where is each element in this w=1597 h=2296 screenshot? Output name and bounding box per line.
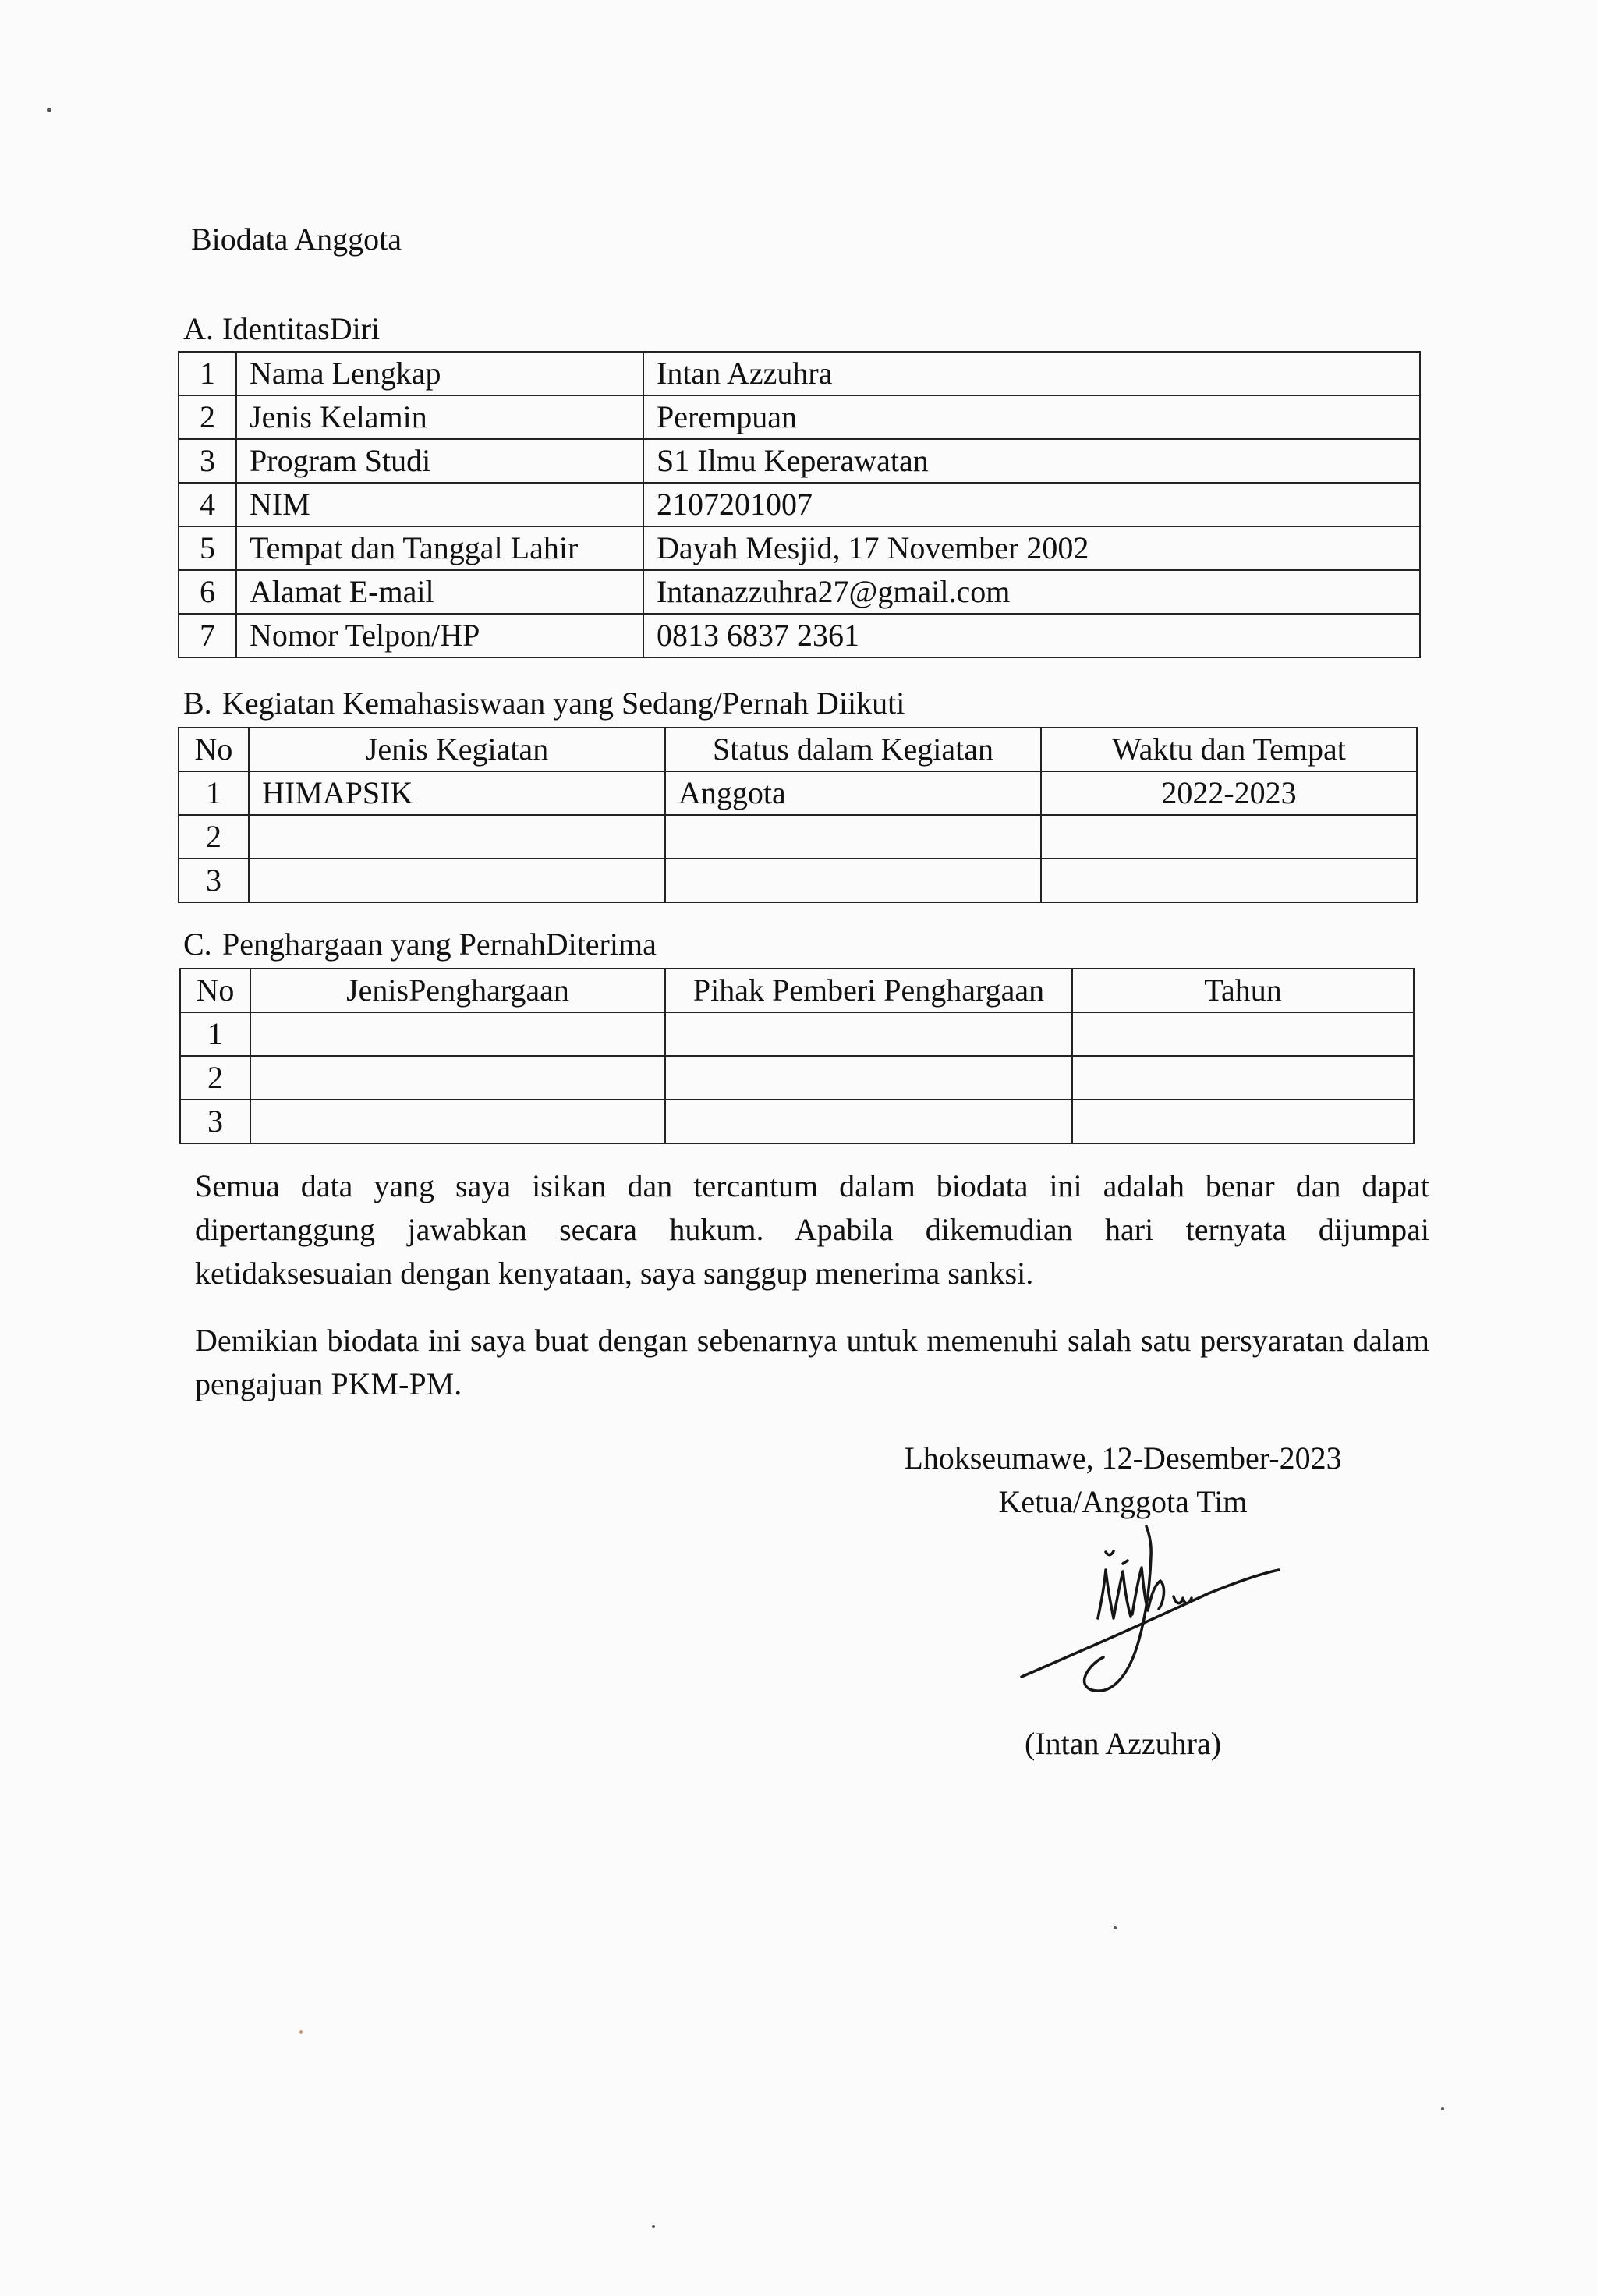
column-header: Waktu dan Tempat (1041, 728, 1417, 771)
row-number: 1 (179, 771, 249, 815)
scan-speck (652, 2225, 655, 2228)
identity-label: Nama Lengkap (236, 352, 643, 395)
column-header: Jenis Kegiatan (249, 728, 665, 771)
table-row (179, 859, 1417, 902)
identity-value: Intanazzuhra27@gmail.com (643, 570, 1420, 614)
signer-role: Ketua/Anggota Tim (998, 1484, 1248, 1519)
identity-value: Intan Azzuhra (643, 352, 1420, 395)
activity-time-place (1041, 859, 1417, 902)
row-number: 2 (180, 1056, 250, 1100)
award-giver (665, 1012, 1072, 1056)
row-number: 3 (180, 1100, 250, 1143)
table-row (179, 439, 1420, 483)
activity-status (665, 815, 1041, 859)
table-row (179, 570, 1420, 614)
identity-value: Perempuan (643, 395, 1420, 439)
activities-table (178, 727, 1418, 903)
activity-status (665, 859, 1041, 902)
closing-paragraph: Demikian biodata ini saya buat dengan sebenarnya untuk memenuhi salah satu persyaratan dalam pengajuan PKM-PM. (195, 1323, 1429, 1401)
row-number: 2 (179, 815, 249, 859)
column-header: JenisPenghargaan (250, 969, 665, 1012)
column-header: Pihak Pemberi Penghargaan (665, 969, 1072, 1012)
section-b-letter: B. (183, 686, 212, 721)
identity-value: 2107201007 (643, 483, 1420, 526)
table-row (179, 614, 1420, 657)
section-c-title: Penghargaan yang PernahDiterima (222, 927, 657, 962)
section-c-heading (183, 926, 657, 962)
award-type (250, 1056, 665, 1100)
table-header-row (179, 728, 1417, 771)
row-number: 2 (179, 395, 236, 439)
identity-label: Tempat dan Tanggal Lahir (236, 526, 643, 570)
section-b-title: Kegiatan Kemahasiswaan yang Sedang/Pernah Diikuti (222, 686, 905, 721)
activity-type: HIMAPSIK (249, 771, 665, 815)
activity-time-place (1041, 815, 1417, 859)
identity-label: Jenis Kelamin (236, 395, 643, 439)
table-row (179, 395, 1420, 439)
activity-status: Anggota (665, 771, 1041, 815)
signer-name: (Intan Azzuhra) (1024, 1726, 1222, 1761)
award-giver (665, 1100, 1072, 1143)
award-year (1072, 1056, 1414, 1100)
column-header: Status dalam Kegiatan (665, 728, 1041, 771)
identity-label: Alamat E-mail (236, 570, 643, 614)
column-header: Tahun (1072, 969, 1414, 1012)
identity-value: 0813 6837 2361 (643, 614, 1420, 657)
table-row (179, 771, 1417, 815)
document-title: Biodata Anggota (191, 221, 402, 257)
handwritten-signature (1014, 1509, 1294, 1704)
section-a-letter: A. (183, 311, 214, 346)
section-a-title: IdentitasDiri (222, 311, 381, 346)
award-year (1072, 1012, 1414, 1056)
award-giver (665, 1056, 1072, 1100)
row-number: 7 (179, 614, 236, 657)
row-number: 4 (179, 483, 236, 526)
column-header: No (179, 728, 249, 771)
table-header-row (180, 969, 1414, 1012)
scan-speck (299, 2030, 303, 2034)
place-date: Lhokseumawe, 12-Desember-2023 (904, 1440, 1342, 1476)
identity-value: S1 Ilmu Keperawatan (643, 439, 1420, 483)
section-a-heading (183, 310, 380, 347)
award-type (250, 1012, 665, 1056)
table-row (179, 815, 1417, 859)
scan-speck (1441, 2107, 1444, 2110)
scan-speck (1114, 1926, 1117, 1929)
row-number: 3 (179, 859, 249, 902)
identity-value: Dayah Mesjid, 17 November 2002 (643, 526, 1420, 570)
row-number: 5 (179, 526, 236, 570)
scan-speck (47, 108, 51, 112)
signer-name-block (889, 1722, 1357, 1766)
identity-label: NIM (236, 483, 643, 526)
identity-table (178, 351, 1421, 658)
activity-type (249, 815, 665, 859)
row-number: 1 (180, 1012, 250, 1056)
table-row (180, 1056, 1414, 1100)
table-row (179, 352, 1420, 395)
table-row (180, 1100, 1414, 1143)
identity-label: Program Studi (236, 439, 643, 483)
table-row (180, 1012, 1414, 1056)
award-year (1072, 1100, 1414, 1143)
award-type (250, 1100, 665, 1143)
statement-paragraph: Semua data yang saya isikan dan tercantum dalam biodata ini adalah benar dan dapat dipertanggung jawabkan secara hukum. Apabila dikemudian hari ternyata dijumpai ketidaksesuaian dengan kenyataan, saya sanggup menerima sanksi. (195, 1168, 1429, 1291)
row-number: 6 (179, 570, 236, 614)
row-number: 1 (179, 352, 236, 395)
row-number: 3 (179, 439, 236, 483)
awards-table (179, 968, 1415, 1144)
identity-label: Nomor Telpon/HP (236, 614, 643, 657)
section-c-letter: C. (183, 927, 212, 962)
section-b-heading (183, 685, 905, 721)
table-row (179, 526, 1420, 570)
table-row (179, 483, 1420, 526)
activity-type (249, 859, 665, 902)
activity-time-place: 2022-2023 (1041, 771, 1417, 815)
column-header: No (180, 969, 250, 1012)
